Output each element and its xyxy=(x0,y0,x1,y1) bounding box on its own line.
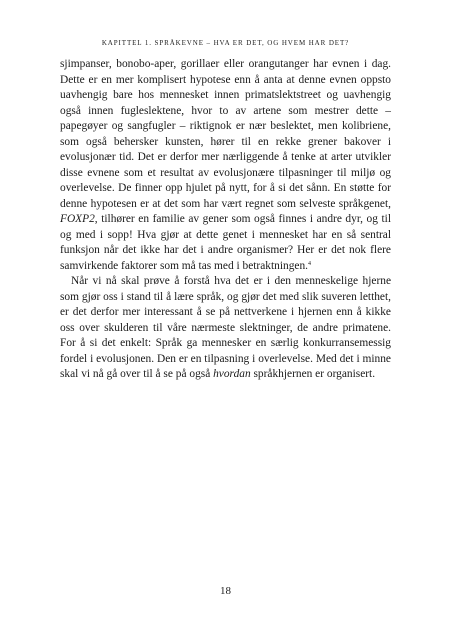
paragraph xyxy=(60,57,391,274)
running-head: KAPITTEL 1. SPRÅKEVNE – HVA ER DET, OG HVEM HAR DET? xyxy=(101,39,350,47)
body-text xyxy=(60,57,391,383)
emphasis: hvordan xyxy=(213,368,251,380)
paragraph-text: språkhjernen er organisert. xyxy=(250,368,376,380)
paragraph-text: , tilhører en familie av gener som også finnes i andre dyr, og til og med i sopp! Hva gjør at dette genet i mennesket har en så sentral funksjon når det ikke har det i andre organismer? Her er det nok flere samvirkende faktorer som må tas med i betraktningen. xyxy=(60,213,391,272)
footnote-marker[interactable]: 4 xyxy=(308,260,311,267)
paragraph xyxy=(60,274,391,383)
paragraph-text: sjimpanser, bonobo-aper, gorillaer eller orangutanger har evnen i dag. Dette er en mer komplisert hypotese enn å anta at denne evnen oppsto uavhengig bare hos mennesket innen primatslektstreet og uavhengig også innen fugleslektene, hvor to av artene som mestrer dette – papegøyer og sangfugler – riktignok er nær beslektet, men kolibriene, som også behersker kunsten, hører til en rekke grener bakover i evolusjonær tid. Det er derfor mer nærliggende å tenke at arter utvikler disse evnene som et resultat av evolusjonære tilpasninger til miljø og overlevelse. De finner opp hjulet på nytt, for å si det sånn. En støtte for denne hypotesen er at det som har vært regnet som selveste språkgenet, xyxy=(60,58,391,210)
paragraph-text: Når vi nå skal prøve å forstå hva det er i den menneskelige hjerne som gjør oss i stand til å lære språk, og gjør det med slik suveren letthet, er det derfor mer interessant å se på nettverkene i hjernen enn å kikke oss over skulderen til våre nærmeste slektninger, de andre primatene. For å si det enkelt: Språk ga mennesker en særlig konkurransemessig fordel i evolusjonen. Den er en tilpasning i overlevelse. Med det i minne skal vi nå gå over til å se på også xyxy=(60,275,391,380)
gene-name: FOXP2 xyxy=(60,213,95,225)
page-number: 18 xyxy=(220,585,231,597)
